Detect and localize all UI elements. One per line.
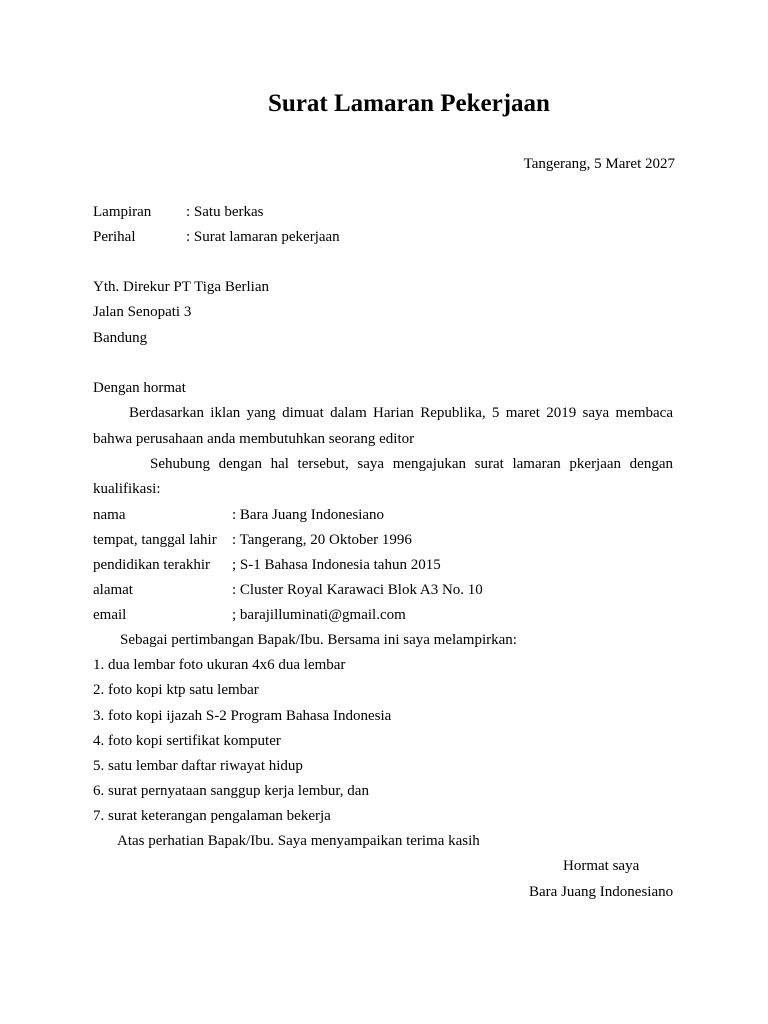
detail-value: : Tangerang, 20 Oktober 1996	[232, 532, 412, 548]
paragraph-line: Sehubung dengan hal tersebut, saya mengajukan surat lamaran pkerjaan dengan	[150, 456, 673, 472]
greeting: Dengan hormat	[93, 380, 186, 396]
detail-row	[93, 555, 441, 575]
meta-row-subject	[93, 227, 340, 247]
meta-value: : Surat lamaran pekerjaan	[186, 229, 340, 245]
closing-line: Atas perhatian Bapak/Ibu. Saya menyampaikan terima kasih	[117, 833, 480, 849]
detail-label: pendidikan terakhir	[93, 557, 211, 573]
attachment-item: 1. dua lembar foto ukuran 4x6 dua lembar	[93, 657, 346, 673]
detail-label: alamat	[93, 582, 133, 598]
attachment-item: 5. satu lembar daftar riwayat hidup	[93, 758, 303, 774]
paragraph-line: kualifikasi:	[93, 481, 161, 497]
attachment-item: 2. foto kopi ktp satu lembar	[93, 682, 259, 698]
paragraph-line: bahwa perusahaan anda membutuhkan seorang editor	[93, 431, 415, 447]
attachment-item: 4. foto kopi sertifikat komputer	[93, 733, 281, 749]
recipient-line: Yth. Direkur PT Tiga Berlian	[93, 279, 269, 295]
detail-value: ; S-1 Bahasa Indonesia tahun 2015	[232, 557, 441, 573]
meta-label: Lampiran	[93, 204, 152, 220]
letter-title: Surat Lamaran Pekerjaan	[268, 90, 550, 117]
signoff: Hormat saya	[563, 858, 640, 874]
meta-label: Perihal	[93, 229, 136, 245]
recipient-line: Jalan Senopati 3	[93, 304, 192, 320]
detail-label: nama	[93, 507, 126, 523]
detail-row	[93, 530, 412, 550]
detail-label: tempat, tanggal lahir	[93, 532, 217, 548]
detail-row	[93, 605, 406, 625]
signer-name: Bara Juang Indonesiano	[529, 884, 674, 900]
meta-row-attachment	[93, 202, 263, 222]
paragraph-line: Berdasarkan iklan yang dimuat dalam Harian Republika, 5 maret 2019 saya membaca	[129, 405, 673, 421]
detail-label: email	[93, 607, 127, 623]
attachments-intro: Sebagai pertimbangan Bapak/Ibu. Bersama ini saya melampirkan:	[120, 632, 517, 648]
attachment-item: 3. foto kopi ijazah S-2 Program Bahasa Indonesia	[93, 708, 392, 724]
meta-value: : Satu berkas	[186, 204, 264, 220]
attachment-item: 7. surat keterangan pengalaman bekerja	[93, 808, 331, 824]
place-date: Tangerang, 5 Maret 2027	[523, 156, 675, 172]
attachment-item: 6. surat pernyataan sanggup kerja lembur, dan	[93, 783, 369, 799]
detail-value: : Cluster Royal Karawaci Blok A3 No. 10	[232, 582, 483, 598]
detail-row	[93, 505, 384, 525]
detail-value: : Bara Juang Indonesiano	[232, 507, 385, 523]
detail-value: ; barajilluminati@gmail.com	[232, 607, 406, 623]
detail-row	[93, 580, 483, 600]
recipient-line: Bandung	[93, 330, 148, 346]
